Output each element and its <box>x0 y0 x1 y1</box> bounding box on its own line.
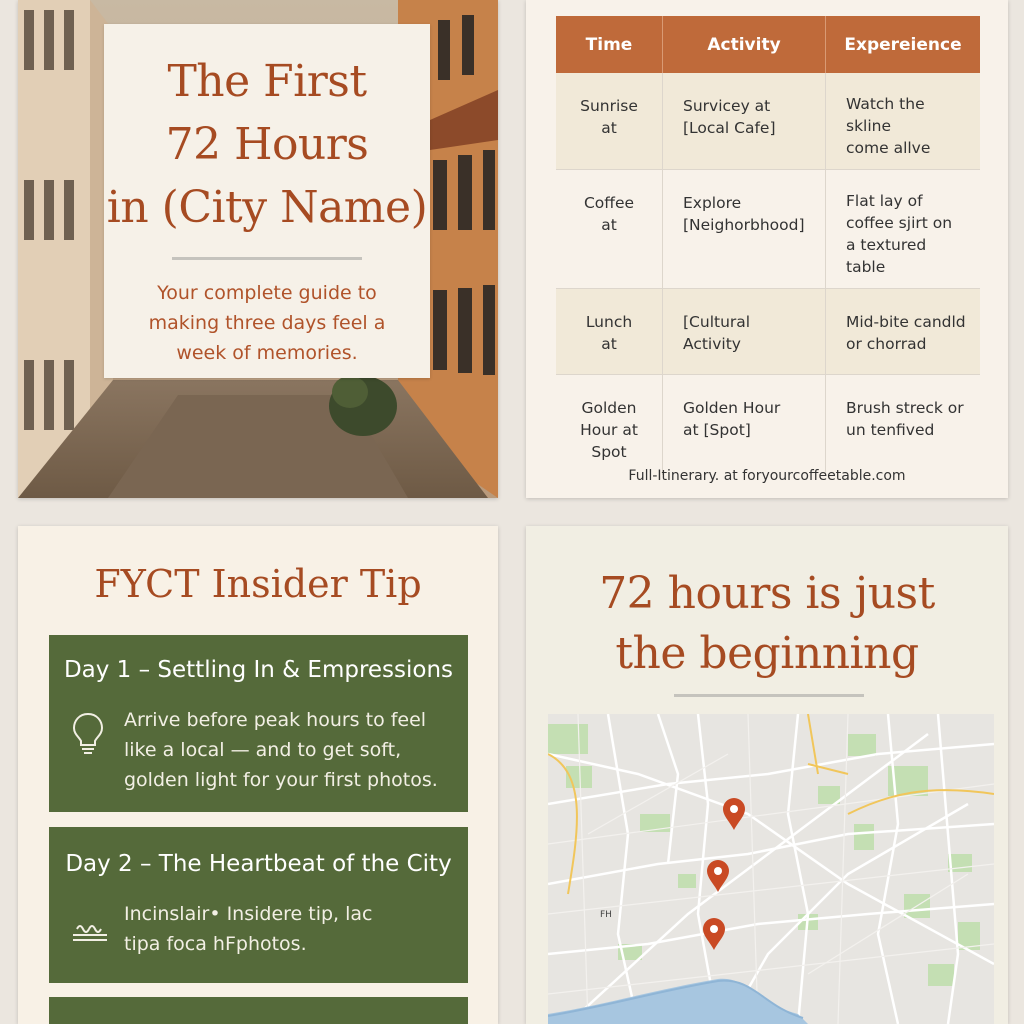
lightbulb-icon <box>71 711 105 759</box>
cell-line: Survicey at <box>683 97 771 115</box>
tip-day-3 <box>49 997 468 1024</box>
cell-activity <box>663 170 826 289</box>
cell-line: Mid-bite candld <box>846 313 966 331</box>
cell-line: Lunch <box>585 313 633 331</box>
page-title <box>104 50 430 239</box>
map-pin-dot <box>714 867 722 875</box>
map-pin-dot <box>710 925 718 933</box>
hero-title-box <box>104 24 430 378</box>
cell-time <box>556 73 663 170</box>
tip-text <box>124 705 448 795</box>
cell-time <box>556 289 663 375</box>
title-divider <box>674 694 864 697</box>
cell-line: Hour at <box>580 421 638 439</box>
cell-line: coffee sjirt on <box>846 214 953 232</box>
title-line: The First <box>167 56 367 107</box>
cell-line: un tenfived <box>846 421 935 439</box>
tip-heading: Day 1 – Settling In & Empressions <box>63 657 454 683</box>
map-title <box>526 564 1008 684</box>
cell-line: Sunrise <box>580 97 638 115</box>
cell-line: a textured table <box>846 236 927 276</box>
cell-line: at [Spot] <box>683 421 751 439</box>
tip-heading: Day 2 – The Heartbeat of the City <box>65 851 452 877</box>
subtitle-line: making three days feel a <box>148 312 386 334</box>
cell-experience <box>826 375 981 475</box>
cell-line: or chorrad <box>846 335 927 353</box>
title-line: the beginning <box>615 628 919 679</box>
tip-text <box>124 899 448 959</box>
table-row <box>556 73 980 170</box>
tips-title: FYCT Insider Tip <box>94 562 422 606</box>
map-pin-dot <box>730 805 738 813</box>
cell-experience <box>826 289 981 375</box>
schedule-card <box>526 0 1008 498</box>
cell-time <box>556 375 663 475</box>
header-activity: Activity <box>663 16 826 73</box>
itinerary-link[interactable]: Full-Itinerary. at foryourcoffeetable.com <box>628 468 906 484</box>
cell-line: Flat lay of <box>846 192 923 210</box>
tip-line: golden light for your first photos. <box>124 769 438 791</box>
cell-activity <box>663 73 826 170</box>
cell-line: Brush streck or <box>846 399 964 417</box>
cell-line: Explore <box>683 194 742 212</box>
title-divider <box>172 257 362 260</box>
cell-activity <box>663 375 826 475</box>
tip-day-1 <box>49 635 468 812</box>
cell-line: Spot <box>591 443 627 461</box>
cell-activity <box>663 289 826 375</box>
tips-card <box>18 526 498 1024</box>
map-card <box>526 526 1008 1024</box>
city-map[interactable] <box>548 714 994 1024</box>
cell-line: at <box>601 335 617 353</box>
cell-line: [Local Cafe] <box>683 119 776 137</box>
cell-experience <box>826 73 981 170</box>
cell-line: [Neighorbhood] <box>683 216 805 234</box>
cell-line: Golden Hour <box>683 399 781 417</box>
title-line: in (City Name) <box>106 182 428 233</box>
cell-line: Activity <box>683 335 741 353</box>
header-experience: Expereience <box>826 16 981 73</box>
cell-line: Watch the skline <box>846 95 925 135</box>
cell-line: come allve <box>846 139 931 157</box>
subtitle-line: Your complete guide to <box>157 282 377 304</box>
tip-line: Arrive before peak hours to feel <box>124 709 427 731</box>
cell-line: Coffee <box>583 194 635 212</box>
cell-line: Golden <box>581 399 637 417</box>
tip-line: Incinslair• Insidere tip, lac <box>124 903 373 925</box>
map-label: FH <box>600 910 612 920</box>
subtitle-line: week of memories. <box>176 342 358 364</box>
table-header-row <box>556 16 980 73</box>
hero-subtitle <box>126 278 408 368</box>
table-row <box>556 375 980 475</box>
hero-card <box>18 0 498 498</box>
itinerary-table <box>556 16 980 475</box>
cell-line: [Cultural <box>683 313 751 331</box>
title-line: 72 Hours <box>165 119 369 170</box>
header-time: Time <box>556 16 663 73</box>
table-row <box>556 170 980 289</box>
steam-icon <box>71 919 109 947</box>
tip-line: like a local — and to get soft, <box>124 739 402 761</box>
cell-line: at <box>601 119 617 137</box>
table-row <box>556 289 980 375</box>
tip-day-2 <box>49 827 468 983</box>
cell-time <box>556 170 663 289</box>
cell-experience <box>826 170 981 289</box>
tip-line: tipa foca hFphotos. <box>124 933 307 955</box>
title-line: 72 hours is just <box>599 568 935 619</box>
cell-line: at <box>601 216 617 234</box>
